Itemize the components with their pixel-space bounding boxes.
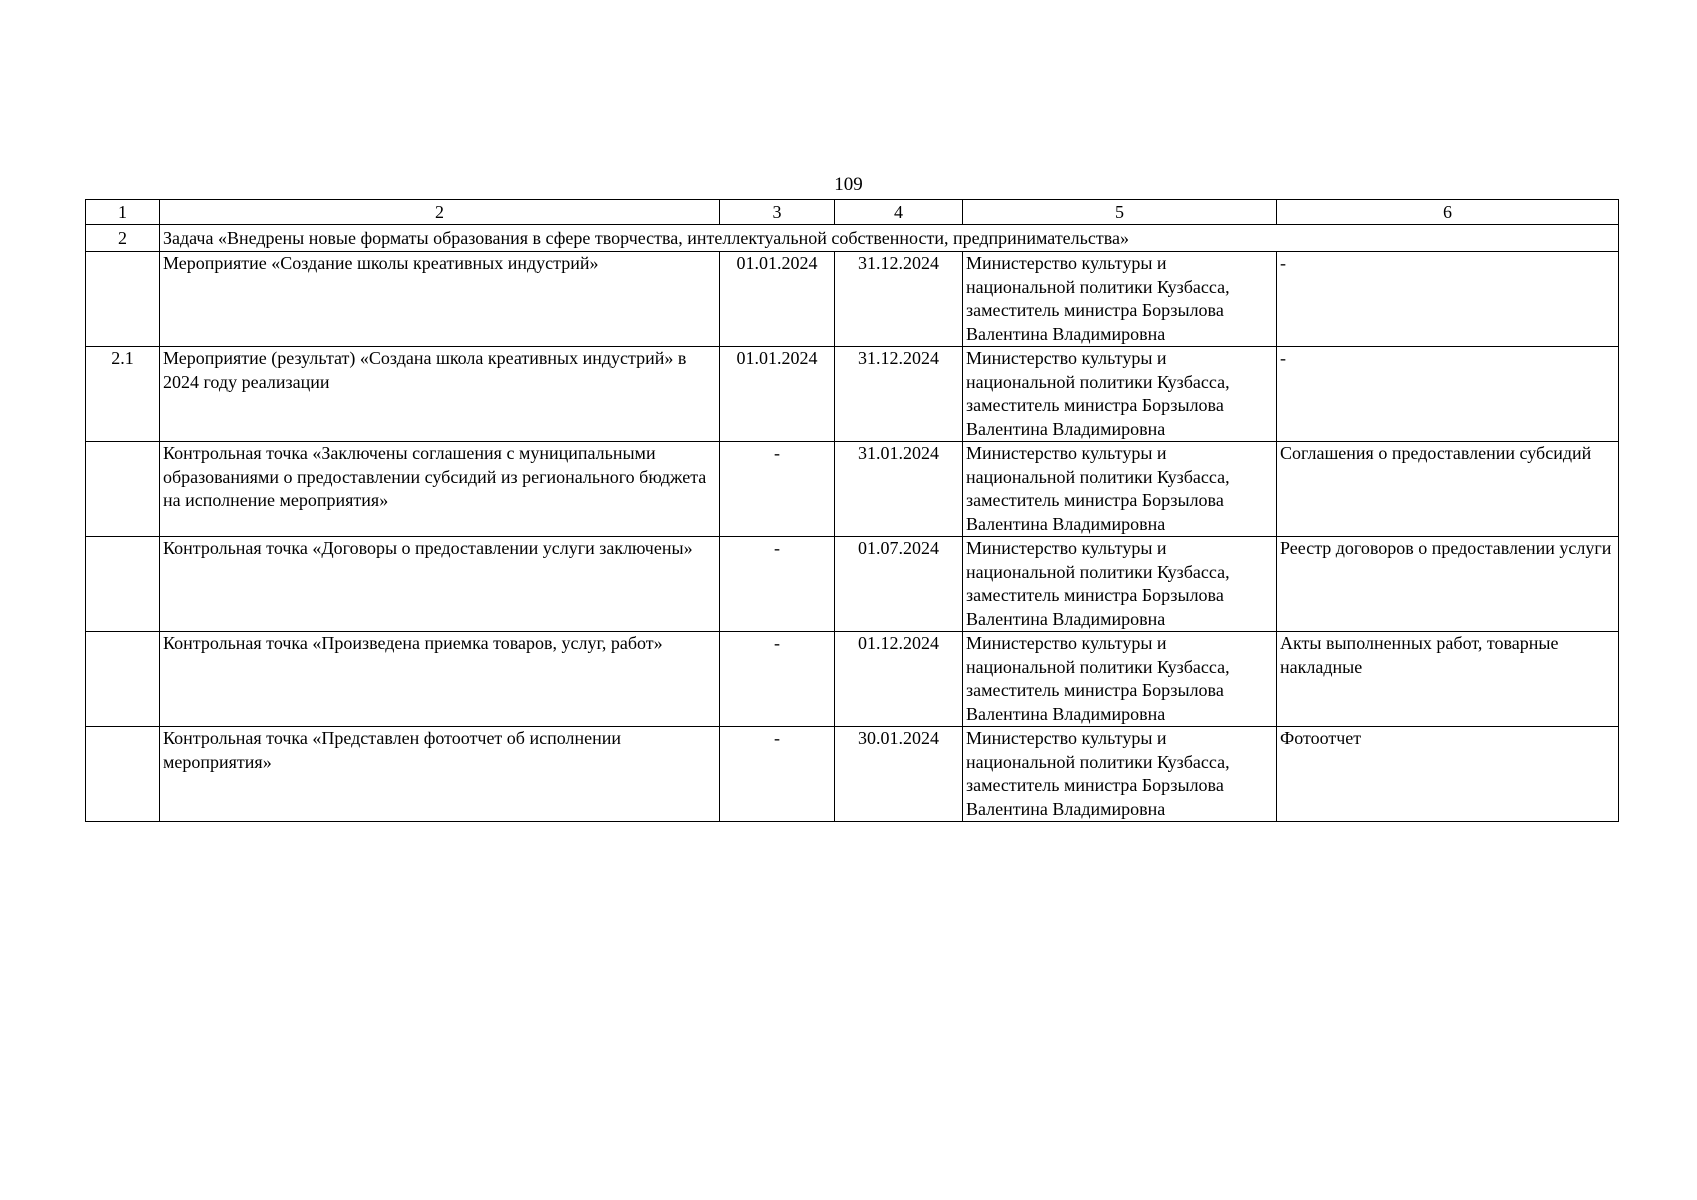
responsible-cell: Министерство культуры и национальной политики Кузбасса, заместитель министра Борзылова Валентина Владимировна [963,347,1277,442]
table-row [86,347,1619,442]
start-date-cell: - [720,632,835,727]
end-date-cell: 31.12.2024 [835,347,963,442]
row-number-cell: 2.1 [86,347,160,442]
end-date-cell: 01.12.2024 [835,632,963,727]
start-date-cell: - [720,727,835,822]
row-number-cell [86,632,160,727]
start-date-cell: 01.01.2024 [720,252,835,347]
column-number-cell: 2 [160,200,720,225]
column-number-row [86,200,1619,225]
activity-name-cell: Контрольная точка «Произведена приемка товаров, услуг, работ» [160,632,720,727]
document-cell: - [1277,252,1619,347]
page-number: 109 [834,174,863,195]
column-number-cell: 3 [720,200,835,225]
table-row [86,727,1619,822]
row-number-cell [86,442,160,537]
end-date-cell: 30.01.2024 [835,727,963,822]
table-row [86,252,1619,347]
activity-name-cell: Контрольная точка «Договоры о предоставлении услуги заключены» [160,537,720,632]
responsible-cell: Министерство культуры и национальной политики Кузбасса, заместитель министра Борзылова Валентина Владимировна [963,442,1277,537]
end-date-cell: 01.07.2024 [835,537,963,632]
task-row [86,225,1619,252]
document-cell: - [1277,347,1619,442]
start-date-cell: - [720,442,835,537]
end-date-cell: 31.01.2024 [835,442,963,537]
column-number-cell: 4 [835,200,963,225]
row-number-cell [86,537,160,632]
activity-name-cell: Мероприятие (результат) «Создана школа креативных индустрий» в 2024 году реализации [160,347,720,442]
table-row [86,632,1619,727]
row-number-cell [86,252,160,347]
document-cell: Фотоотчет [1277,727,1619,822]
plan-table [85,199,1619,822]
responsible-cell: Министерство культуры и национальной политики Кузбасса, заместитель министра Борзылова Валентина Владимировна [963,537,1277,632]
responsible-cell: Министерство культуры и национальной политики Кузбасса, заместитель министра Борзылова Валентина Владимировна [963,727,1277,822]
column-number-cell: 6 [1277,200,1619,225]
activity-name-cell: Мероприятие «Создание школы креативных индустрий» [160,252,720,347]
end-date-cell: 31.12.2024 [835,252,963,347]
table-row [86,442,1619,537]
task-number-cell: 2 [86,225,160,252]
table-row [86,537,1619,632]
activity-name-cell: Контрольная точка «Представлен фотоотчет об исполнении мероприятия» [160,727,720,822]
document-cell: Акты выполненных работ, товарные накладные [1277,632,1619,727]
activity-name-cell: Контрольная точка «Заключены соглашения с муниципальными образованиями о предоставлении субсидий из регионального бюджета на исполнение мероприятия» [160,442,720,537]
document-cell: Реестр договоров о предоставлении услуги [1277,537,1619,632]
responsible-cell: Министерство культуры и национальной политики Кузбасса, заместитель министра Борзылова Валентина Владимировна [963,252,1277,347]
row-number-cell [86,727,160,822]
start-date-cell: - [720,537,835,632]
column-number-cell: 5 [963,200,1277,225]
responsible-cell: Министерство культуры и национальной политики Кузбасса, заместитель министра Борзылова Валентина Владимировна [963,632,1277,727]
column-number-cell: 1 [86,200,160,225]
start-date-cell: 01.01.2024 [720,347,835,442]
document-cell: Соглашения о предоставлении субсидий [1277,442,1619,537]
task-text-cell: Задача «Внедрены новые форматы образования в сфере творчества, интеллектуальной собственности, предпринимательства» [160,225,1619,252]
